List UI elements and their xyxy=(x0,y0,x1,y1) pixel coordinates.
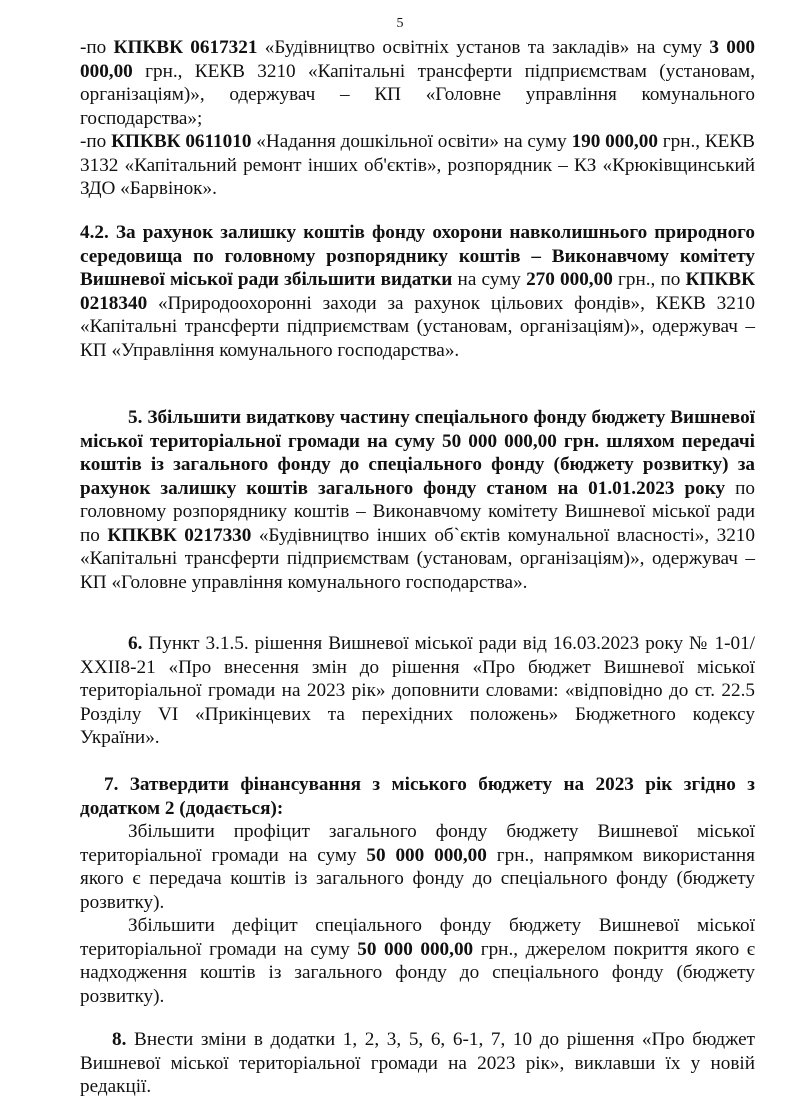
section-6: 6. Пункт 3.1.5. рішення Вишневої міської ради від 16.03.2023 року № 1-01/ХХІІ8-21 «Про внесення змін до рішення «Про бюджет Вишневої міської територіальної громади на 2023 рік» доповнити словами: «відповідно до ст. 22.5 Розділу VI «Прикінцевих та перехідних положень» Бюджетного кодексу України». xyxy=(80,633,755,748)
section-4-2-heading: 4.2. За рахунок залишку коштів фонду охорони навколишнього природного середовища по головному розпоряднику коштів – Виконавчому комітету Вишневої міської ради збільшити видатки xyxy=(80,222,755,290)
section-6-number: 6. xyxy=(128,633,143,654)
section-5: 5. Збільшити видаткову частину спеціального фонду бюджету Вишневої міської територіальної громади на суму 50 000 000,00 грн. шляхом передачі коштів із загального фонду до спеціального фонду (бюджету розвитку) за рахунок залишку коштів загального фонду станом на 01.01.2023 року по головному розпоряднику коштів – Виконавчому комітету Вишневої міської ради по КПКВК 0217330 «Будівництво інших об`єктів комунальної власності», 3210 «Капітальні трансферти підприємствам (установам, організаціям)», одержувач – КП «Головне управління комунального господарства». xyxy=(80,407,755,593)
budget-code: КПКВК 0611010 xyxy=(111,131,252,152)
section-8: 8. Внести зміни в додатки 1, 2, 3, 5, 6, 6-1, 7, 10 до рішення «Про бюджет Вишневої міської територіальної громади на 2023 рік», виклавши їх у новій редакції. xyxy=(80,1029,755,1097)
allocation-item-0611010: -по КПКВК 0611010 «Надання дошкільної освіти» на суму 190 000,00 грн., КЕКВ 3132 «Капітальний ремонт інших об'єктів», розпорядник – КЗ «Крюківщинський ЗДО «Барвінок». xyxy=(80,131,755,199)
amount: 50 000 000,00 xyxy=(366,844,487,866)
amount: 190 000,00 xyxy=(571,131,658,152)
section-5-heading: 5. Збільшити видаткову частину спеціального фонду бюджету Вишневої міської територіальної громади на суму 50 000 000,00 грн. шляхом передачі коштів із загального фонду до спеціального фонду (бюджету розвитку) за рахунок залишку коштів загального фонду станом на 01.01.2023 року xyxy=(80,407,755,499)
section-7-surplus: Збільшити профіцит загального фонду бюджету Вишневої міської територіальної громади на суму 50 000 000,00 грн., напрямком використання якого є передача коштів із загального фонду до спеціального фонду (бюджету розвитку). xyxy=(80,821,755,913)
budget-code: КПКВК 0218340 xyxy=(80,269,756,314)
section-4-2: 4.2. За рахунок залишку коштів фонду охорони навколишнього природного середовища по головному розпоряднику коштів – Виконавчому комітету Вишневої міської ради збільшити видатки на суму 270 000,00 грн., по КПКВК 0218340 «Природоохоронні заходи за рахунок цільових фондів», КЕКВ 3210 «Капітальні трансферти підприємствам (установам, організаціям)», одержувач – КП «Управління комунального господарства». xyxy=(80,222,756,361)
budget-code: КПКВК 0217330 xyxy=(107,524,252,546)
section-7-heading: 7. Затвердити фінансування з міського бюджету на 2023 рік згідно з додатком 2 (додається): xyxy=(80,774,755,819)
budget-code: КПКВК 0617321 xyxy=(113,37,258,58)
amount: 3 000 000,00 xyxy=(80,37,756,82)
allocation-list xyxy=(80,36,755,201)
section-8-number: 8. xyxy=(112,1029,127,1050)
page-number: 5 xyxy=(396,16,404,31)
section-7 xyxy=(80,773,755,1008)
amount: 270 000,00 xyxy=(526,269,613,290)
section-7-deficit: Збільшити дефіцит спеціального фонду бюджету Вишневої міської територіальної громади на суму 50 000 000,00 грн., джерелом покриття якого є надходження коштів із загального фонду до спеціального фонду (бюджету розвитку). xyxy=(80,915,756,1007)
amount: 50 000 000,00 xyxy=(357,938,474,960)
allocation-item-0617321: -по КПКВК 0617321 «Будівництво освітніх установ та закладів» на суму 3 000 000,00 грн., КЕКВ 3210 «Капітальні трансферти підприємствам (установам, організаціям)», одержувач – КП «Головне управління комунального господарства»; xyxy=(80,37,756,129)
